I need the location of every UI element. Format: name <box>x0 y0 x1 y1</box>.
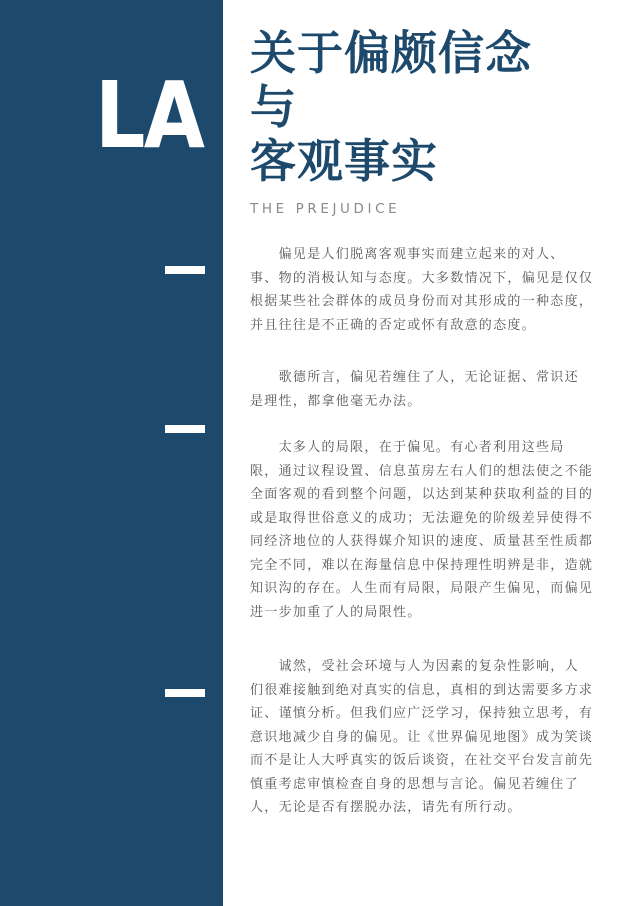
paragraph-line: 全面客观的看到整个问题，以达到某种获取利益的目的 <box>250 487 594 502</box>
paragraph-line: 偏见是人们脱离客观事实而建立起来的对人、 <box>250 247 565 262</box>
logo-text: LA <box>95 62 204 169</box>
paragraph-line: 或是取得世俗意义的成功；无法避免的阶级差异使得不 <box>250 510 594 526</box>
paragraph-line: 慎重考虑审慎检查自身的思想与言论。偏见若缠住了 <box>250 776 579 792</box>
body-paragraph-1 <box>250 243 612 337</box>
paragraph-line: 完全不同，难以在海量信息中保持理性明辨是非，造就 <box>250 557 594 573</box>
paragraph-line: 进一步加重了人的局限性。 <box>250 604 422 620</box>
divider-bar <box>165 266 205 274</box>
paragraph-line: 事、物的消极认知与态度。大多数情况下，偏见是仅仅 <box>250 270 594 286</box>
page-subtitle: THE PREJUDICE <box>250 201 401 217</box>
body-paragraph-3 <box>250 436 612 624</box>
paragraph-line: 知识沟的存在。人生而有局限，局限产生偏见，而偏见 <box>250 581 594 596</box>
title-line: 与 <box>250 80 297 134</box>
divider-bar <box>165 689 205 697</box>
divider-bar <box>165 425 205 433</box>
paragraph-line: 诚然，受社会环境与人为因素的复杂性影响，人 <box>250 659 579 674</box>
title-line: 客观事实 <box>250 134 438 188</box>
paragraph-line: 而不是让人大呼真实的饭后谈资，在社交平台发言前先 <box>250 753 594 768</box>
paragraph-line: 并且往往是不正确的否定或怀有敌意的态度。 <box>250 317 537 333</box>
paragraph-line: 是理性，都拿他毫无办法。 <box>250 393 422 409</box>
body-paragraph-2 <box>250 366 612 413</box>
paragraph-line: 限，通过议程设置、信息茧房左右人们的想法使之不能 <box>250 463 594 479</box>
body-paragraph-4 <box>250 655 612 820</box>
paragraph-line: 太多人的局限，在于偏见。有心者利用这些局 <box>250 440 565 455</box>
sidebar-panel <box>0 0 223 906</box>
paragraph-line: 们很难接触到绝对真实的信息，真相的到达需要多方求 <box>250 682 594 698</box>
paragraph-line: 根据某些社会群体的成员身份而对其形成的一种态度， <box>250 294 594 309</box>
paragraph-line: 意识地减少自身的偏见。让《世界偏见地图》成为笑谈 <box>250 729 594 745</box>
page-title <box>250 26 630 188</box>
paragraph-line: 歌德所言，偏见若缠住了人，无论证据、常识还 <box>250 370 579 385</box>
paragraph-line: 人，无论是否有摆脱办法，请先有所行动。 <box>250 800 522 815</box>
title-line: 关于偏颇信念 <box>250 26 532 80</box>
paragraph-line: 同经济地位的人获得媒介知识的速度、质量甚至性质都 <box>250 534 594 549</box>
paragraph-line: 证、谨慎分析。但我们应广泛学习，保持独立思考，有 <box>250 706 594 721</box>
